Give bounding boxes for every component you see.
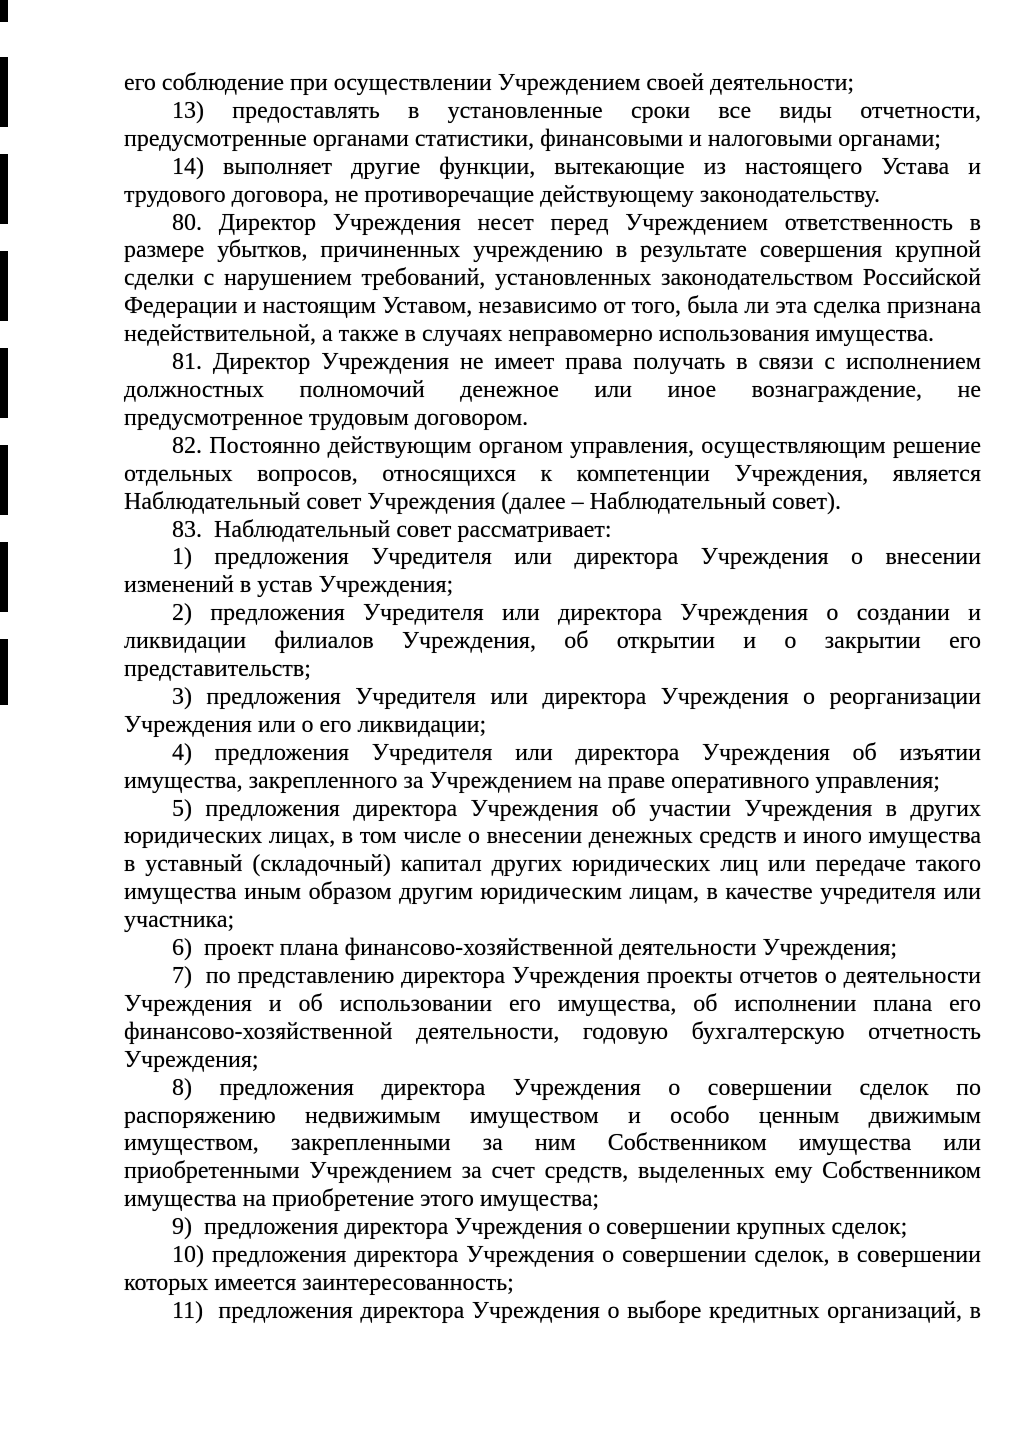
paragraph: его соблюдение при осуществлении Учреждением своей деятельности; (124, 70, 855, 96)
paragraph: 10) предложения директора Учреждения о совершении сделок, в совершении которых имеется заинтересованность; (124, 1242, 981, 1296)
scan-edge-mark (0, 445, 8, 515)
scan-edge-mark (0, 57, 8, 127)
paragraph: 11) предложения директора Учреждения о выборе кредитных организаций, в (172, 1297, 981, 1324)
paragraph: 1) предложения Учредителя или директора Учреждения о внесении изменений в устав Учреждения; (124, 544, 981, 599)
scan-edge-mark (0, 639, 8, 705)
paragraph: 81. Директор Учреждения не имеет права получать в связи с исполнением должностных полномочий денежное или иное вознаграждение, не предусмотренное трудовым договором. (124, 349, 981, 431)
document-text-block (124, 70, 981, 1326)
paragraph: 14) выполняет другие функции, вытекающие из настоящего Устава и трудового договора, не противоречащие действующему законодательству. (124, 153, 981, 208)
paragraph: 8) предложения директора Учреждения о совершении сделок по распоряжению недвижимым имуществом и особо ценным движимым имуществом, закрепленными за ним Собственником имущества или приобретенными Учреждением за счет средств, выделенных ему Собственником имущества на приобретение этого имущества; (124, 1074, 981, 1213)
paragraph: 5) предложения директора Учреждения об участии Учреждения в других юридических лицах, в том числе о внесении денежных средств и иного имущества в уставный (складочный) капитал других юридических лиц или передаче такого имущества иным образом другим юридическим лицам, в качестве учредителя или участника; (124, 795, 981, 934)
scan-edge-mark (0, 154, 8, 224)
paragraph: 6) проект плана финансово-хозяйственной деятельности Учреждения; (172, 935, 898, 962)
paragraph: 4) предложения Учредителя или директора Учреждения об изъятии имущества, закрепленного за Учреждением на праве оперативного управления; (124, 739, 981, 794)
paragraph: 9) предложения директора Учреждения о совершении крупных сделок; (172, 1214, 908, 1241)
paragraph: 80. Директор Учреждения несет перед Учреждением ответственность в размере убытков, причиненных учреждению в результате совершения крупной сделки с нарушением требований, установленных законодательством Российской Федерации и настоящим Уставом, независимо от того, была ли эта сделка признана недействительной, а также в случаях неправомерно использования имущества. (124, 209, 981, 348)
paragraph: 13) предоставлять в установленные сроки все виды отчетности, предусмотренные органами статистики, финансовыми и налоговыми органами; (124, 97, 981, 152)
paragraph: 7) по представлению директора Учреждения проекты отчетов о деятельности Учреждения и об использовании его имущества, об исполнении плана его финансово-хозяйственной деятельности, годовую бухгалтерскую отчетность Учреждения; (124, 963, 981, 1073)
paragraph: 83. Наблюдательный совет рассматривает: (172, 516, 612, 543)
scan-edge-mark (0, 0, 8, 22)
scan-edge-mark (0, 542, 8, 612)
paragraph: 82. Постоянно действующим органом управления, осуществляющим решение отдельных вопросов, относящихся к компетенции Учреждения, является Наблюдательный совет Учреждения (далее – Наблюдательный совет). (124, 432, 981, 515)
scan-edge-mark (0, 251, 8, 321)
scan-edge-mark (0, 348, 8, 418)
paragraph: 2) предложения Учредителя или директора Учреждения о создании и ликвидации филиалов Учреждения, об открытии и о закрытии его представительств; (124, 600, 981, 683)
paragraph: 3) предложения Учредителя или директора Учреждения о реорганизации Учреждения или о его ликвидации; (124, 683, 981, 738)
